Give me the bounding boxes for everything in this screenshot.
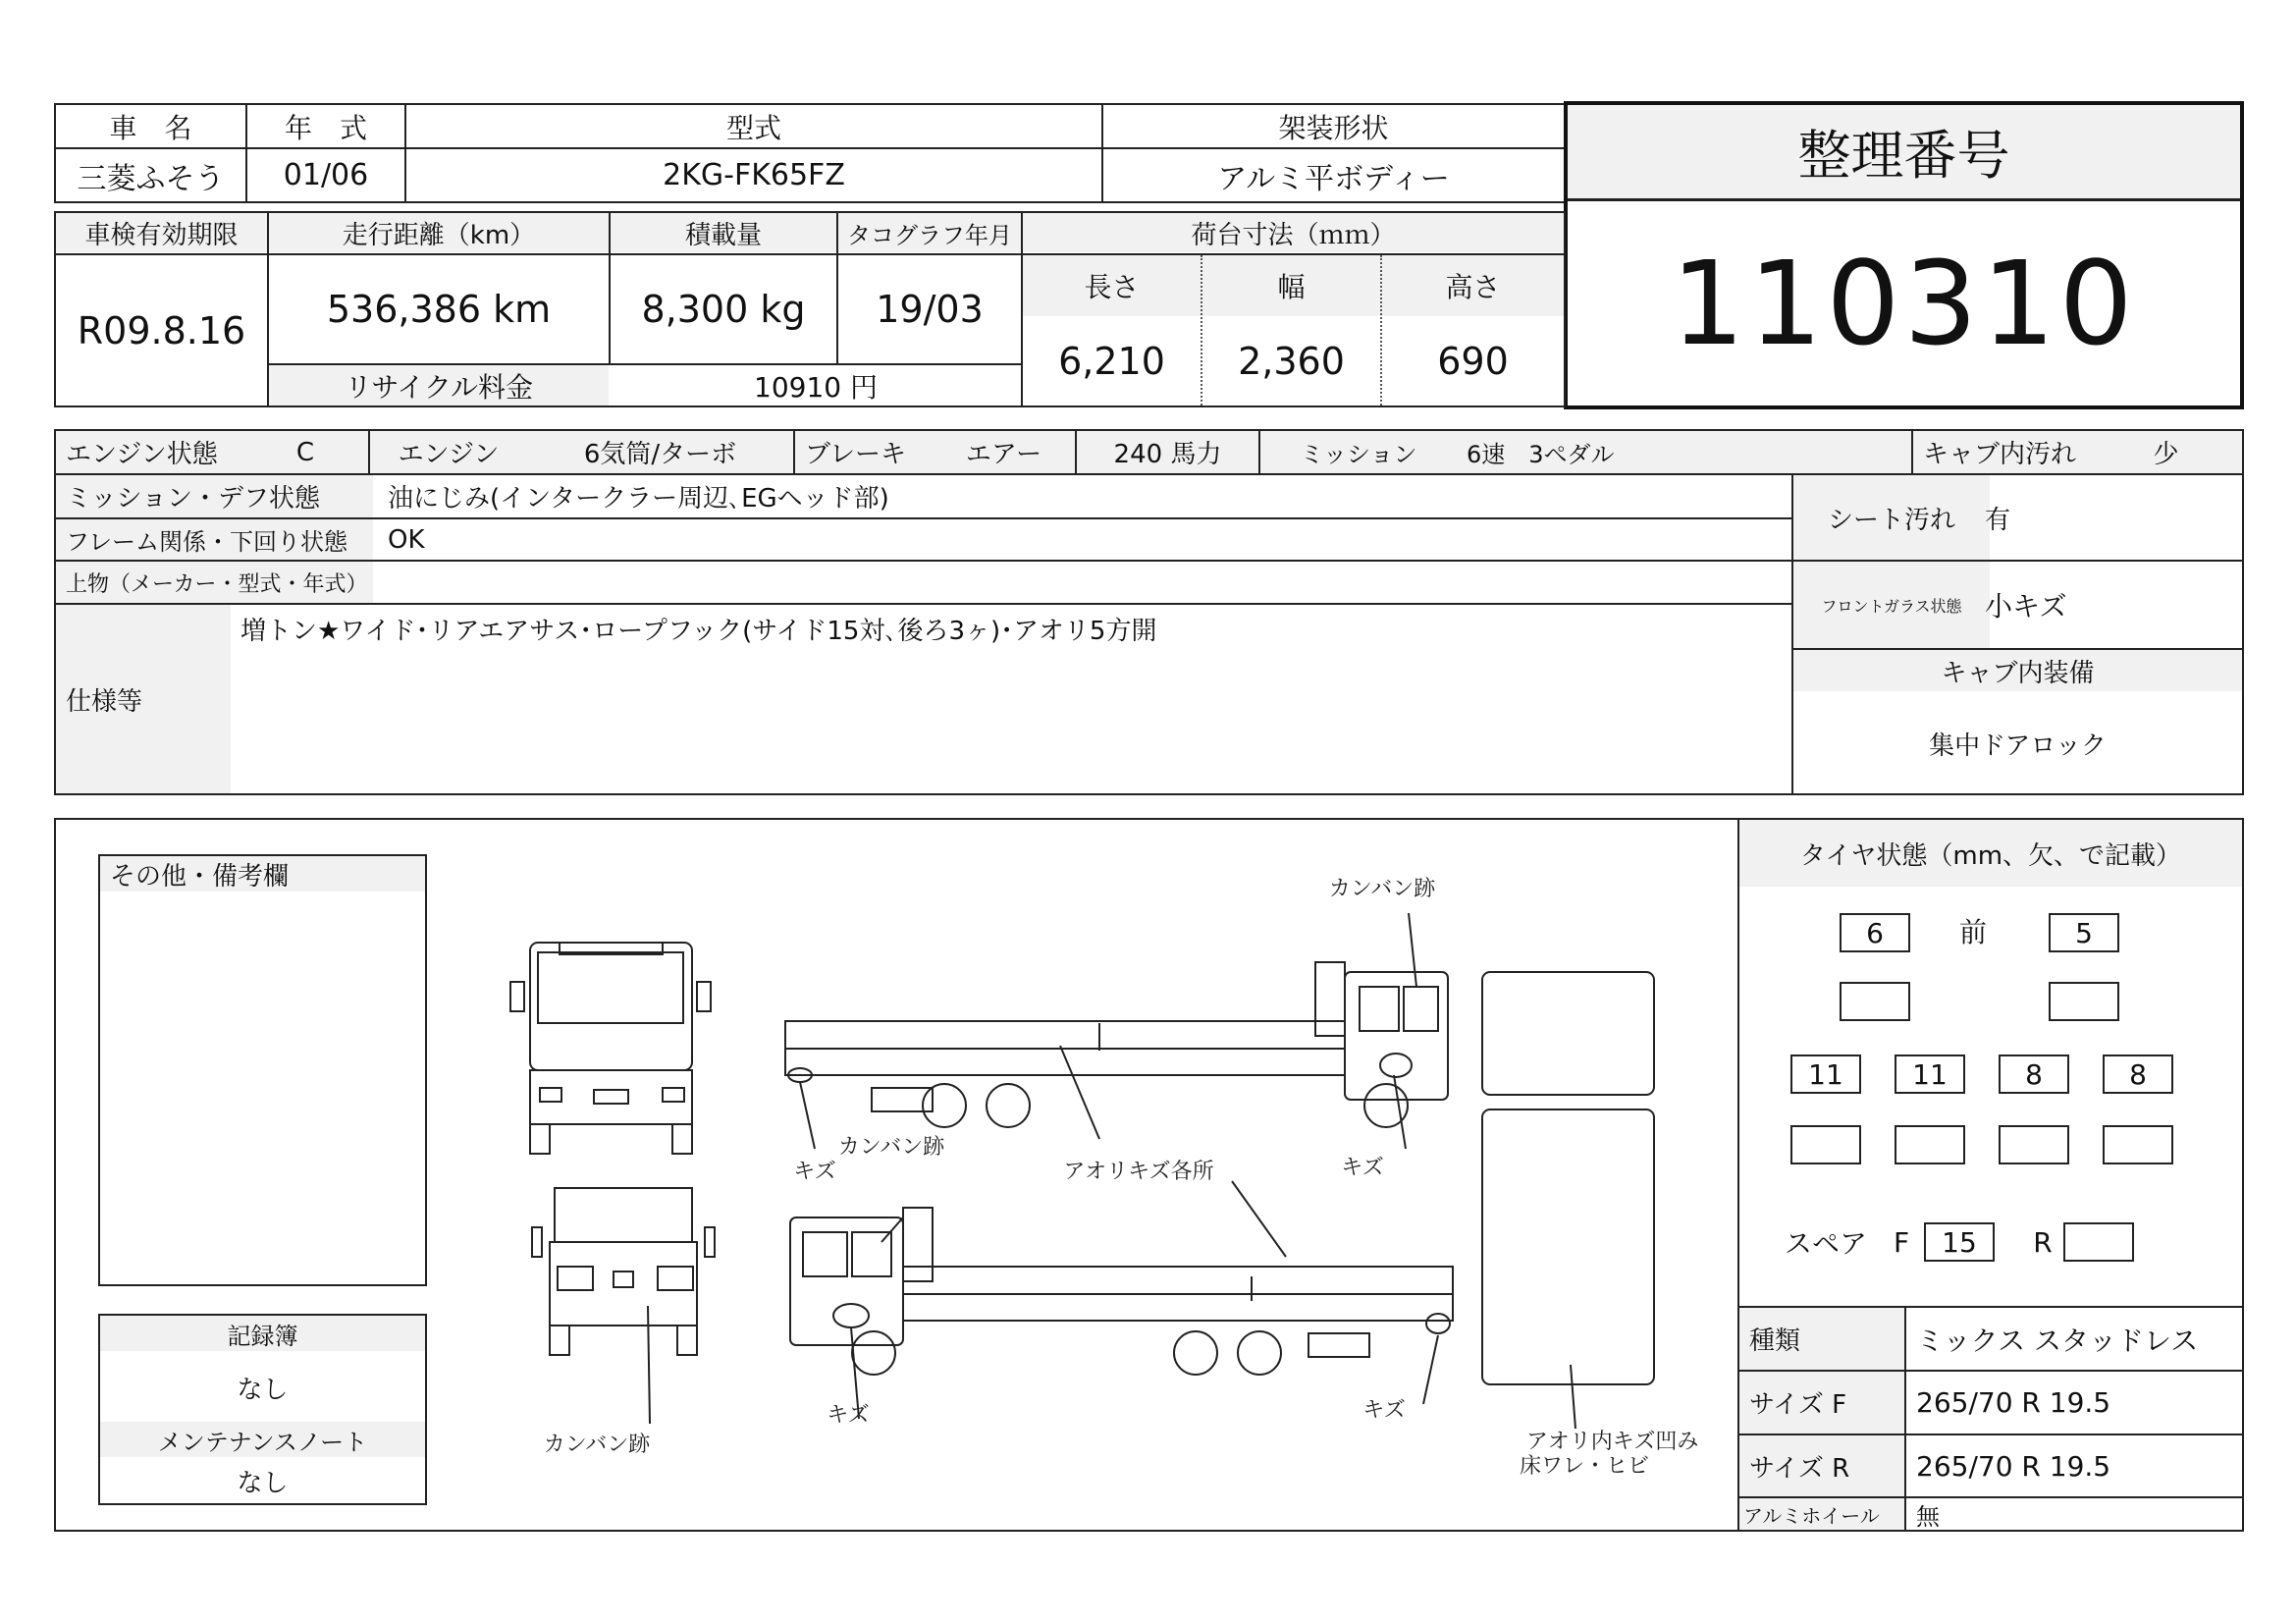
label-kizu-left-top: キズ <box>793 1160 836 1184</box>
label-kizu-left-bottom: キズ <box>827 1403 870 1428</box>
truck-front-view <box>510 943 711 1154</box>
mission-value: 6速 3ペダル <box>1467 441 1615 468</box>
size-f-value: 265/70 R 19.5 <box>1916 1386 2111 1419</box>
load-label: 積載量 <box>684 221 762 250</box>
tire-front-left: 6 <box>1840 913 1910 952</box>
frame-label: フレーム関係・下回り状態 <box>66 528 348 556</box>
tacho-label: タコグラフ年月 <box>847 222 1012 249</box>
length-label: 長さ <box>1084 271 1140 303</box>
spare-label: スペア <box>1784 1227 1867 1260</box>
body-value: アルミ平ボディー <box>1217 161 1450 196</box>
glass-value: 小キズ <box>1985 590 2067 622</box>
label-aori-inner-1: アオリ内キズ凹み <box>1526 1430 1699 1454</box>
record-value: なし <box>237 1375 289 1405</box>
spec-label: 仕様等 <box>66 686 143 717</box>
bed-top-view <box>1482 972 1654 1384</box>
mileage-label: 走行距離（km） <box>342 221 536 250</box>
inspection-value: R09.8.16 <box>77 308 246 352</box>
frame-value: OK <box>388 524 425 555</box>
width-label: 幅 <box>1277 271 1306 303</box>
label-kanban-rear: カンバン跡 <box>543 1433 651 1457</box>
year-value: 01/06 <box>283 158 369 192</box>
tire-rear-6 <box>1895 1125 1965 1164</box>
engine-state-label: エンジン状態 <box>66 440 218 469</box>
glass-label: フロントガラス状態 <box>1821 596 1962 616</box>
seat-value: 有 <box>1985 505 2011 535</box>
cab-equip-value: 集中ドアロック <box>1929 730 2107 761</box>
length-value: 6,210 <box>1058 339 1165 383</box>
recycle-value: 10910 円 <box>754 370 878 404</box>
width-value: 2,360 <box>1238 339 1345 383</box>
size-f-label: サイズ F <box>1749 1390 1847 1420</box>
seat-label: シート汚れ <box>1827 505 1955 535</box>
label-aori-kizu: アオリキズ各所 <box>1063 1160 1214 1184</box>
spare-r-value <box>2063 1222 2134 1262</box>
recycle-label: リサイクル料金 <box>344 370 534 404</box>
upper-label: 上物（メーカー・型式・年式） <box>66 571 368 597</box>
tire-front-label: 前 <box>1958 916 1987 948</box>
load-value: 8,300 kg <box>641 288 806 331</box>
brake-value: エアー <box>965 440 1042 469</box>
car-name-label: 車 名 <box>109 111 192 144</box>
ref-label: 整理番号 <box>1797 125 2010 187</box>
tire-title: タイヤ状態（mm、欠、で記載） <box>1799 840 2182 871</box>
height-label: 高さ <box>1445 271 1501 303</box>
label-aori-inner-2: 床ワレ・ヒビ <box>1520 1454 1650 1479</box>
record-label: 記録簿 <box>227 1322 298 1350</box>
upper-value <box>378 562 1782 603</box>
bed-label: 荷台寸法（ｍｍ） <box>1191 221 1396 250</box>
inspection-label: 車検有効期限 <box>84 221 239 250</box>
body-label: 架装形状 <box>1278 111 1389 144</box>
alu-label: アルミホイール <box>1743 1503 1880 1528</box>
maint-value: なし <box>237 1468 289 1498</box>
label-kanban-top: カンバン跡 <box>1328 877 1436 901</box>
ref-number: 110310 <box>1671 236 2137 371</box>
label-kizu-right-bottom: キズ <box>1362 1398 1406 1423</box>
car-name: 三菱ふそう <box>77 161 225 196</box>
size-r-value: 265/70 R 19.5 <box>1916 1449 2111 1483</box>
tire-rear-7 <box>1999 1125 2069 1164</box>
truck-side-view-right <box>785 962 1448 1127</box>
spare-f-value: 15 <box>1924 1222 1995 1262</box>
truck-diagram <box>471 854 1718 1502</box>
cab-equip-label: キャブ内装備 <box>1941 658 2095 688</box>
tire-rear-1: 11 <box>1790 1055 1861 1094</box>
tire-rear-2: 11 <box>1895 1055 1965 1094</box>
label-kizu-right-top: キズ <box>1341 1156 1384 1180</box>
tire-rear-4: 8 <box>2103 1055 2173 1094</box>
alu-value: 無 <box>1916 1502 1940 1531</box>
tire-type-value: ミックス スタッドレス <box>1916 1324 2199 1357</box>
tire-front-right: 5 <box>2049 913 2119 952</box>
height-value: 690 <box>1437 339 1509 383</box>
remarks-label: その他・備考欄 <box>110 861 290 892</box>
mileage-value: 536,386 km <box>326 288 552 331</box>
tacho-value: 19/03 <box>876 288 984 331</box>
brake-label: ブレーキ <box>805 440 906 469</box>
spare-f-label: F <box>1893 1225 1910 1259</box>
tire-rear-5 <box>1790 1125 1861 1164</box>
cab-dirt-value: 少 <box>2153 440 2179 469</box>
maint-label: メンテナンスノート <box>157 1428 368 1456</box>
tire-front-left-2 <box>1840 982 1910 1021</box>
hp-value: 240 馬力 <box>1113 440 1222 469</box>
model-label: 型式 <box>725 111 781 144</box>
engine-state-value: C <box>295 437 315 467</box>
spec-value: 増トン★ワイド･リアエアサス･ロープフック(サイド15対､後ろ3ヶ)･アオリ5方開 <box>240 617 1157 646</box>
tire-front-right-2 <box>2049 982 2119 1021</box>
tire-rear-8 <box>2103 1125 2173 1164</box>
truck-rear-view <box>532 1188 715 1355</box>
engine-value: 6気筒/ターボ <box>583 440 737 469</box>
engine-label: エンジン <box>398 440 500 469</box>
mission-diff-value: 油にじみ(インタークラー周辺､EGヘッド部) <box>388 484 889 514</box>
tire-rear-3: 8 <box>1999 1055 2069 1094</box>
tire-type-label: 種類 <box>1749 1326 1801 1356</box>
spare-r-label: R <box>2033 1225 2053 1259</box>
year-label: 年 式 <box>284 111 367 144</box>
remarks-box <box>98 854 427 1286</box>
size-r-label: サイズ R <box>1749 1453 1850 1484</box>
mission-label: ミッション <box>1300 441 1417 468</box>
cab-dirt-label: キャブ内汚れ <box>1923 440 2077 469</box>
label-kanban-mid: カンバン跡 <box>837 1135 945 1160</box>
model-value: 2KG-FK65FZ <box>663 158 845 192</box>
mission-diff-label: ミッション・デフ状態 <box>66 484 320 514</box>
